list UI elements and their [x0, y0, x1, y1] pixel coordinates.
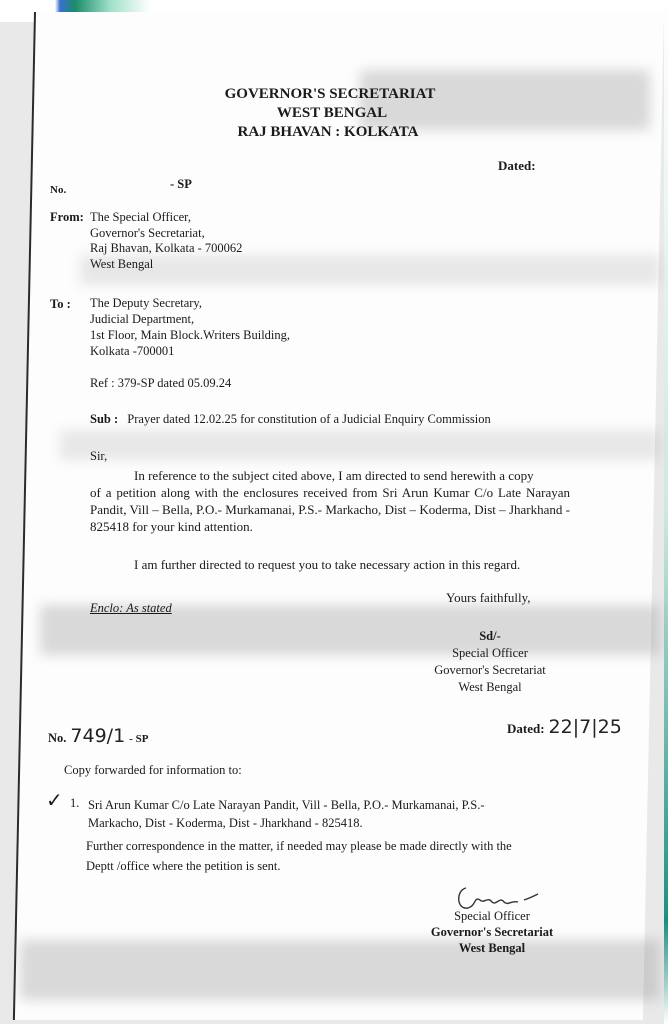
to-address	[90, 295, 290, 359]
fold-shadow	[60, 430, 660, 460]
number-suffix: - SP	[170, 177, 192, 191]
body-paragraph-2: I am further directed to request you to take necessary action in this regard.	[134, 557, 521, 572]
copy-number-label: No.	[48, 731, 67, 745]
copy-number	[48, 725, 148, 747]
signature-block	[410, 628, 570, 696]
signature-sd: Sd/-	[479, 629, 501, 643]
dated-label: Dated:	[498, 158, 536, 173]
to-line: 1st Floor, Main Block.Writers Building,	[90, 328, 291, 342]
to-label: To :	[50, 297, 71, 311]
background-edge	[664, 0, 668, 1024]
paragraph-lead: In reference to the subject cited above, I am directed to send herewith a copy	[134, 468, 534, 483]
copy-recipient	[88, 796, 485, 832]
copy-signature-title: Special Officer	[454, 909, 530, 923]
copy-note-line: Deptt /office where the petition is sent.	[86, 859, 281, 873]
copy-signature-office: Governor's Secretariat	[430, 925, 554, 939]
copy-signature-block	[412, 908, 572, 956]
subject-label: Sub :	[90, 412, 119, 426]
paragraph-rest: of a petition along with the enclosures received from Sri Arun Kumar C/o Late Narayan Pandit, Vill – Bella, P.O.- Murkamanai, P.S.- Markacho, Dist – Koderma, Dist – Jharkhand - 825418 for your kind attention.	[90, 485, 570, 534]
copy-item-number: 1.	[70, 796, 80, 810]
subject	[90, 412, 491, 427]
closing: Yours faithfully,	[446, 590, 531, 605]
reference: Ref : 379-SP dated 05.09.24	[90, 376, 232, 390]
subject-text: Prayer dated 12.02.25 for constitution of a Judicial Enquiry Commission	[127, 412, 491, 426]
copy-signature-state: West Bengal	[458, 941, 526, 955]
copy-note	[86, 836, 512, 876]
copy-number-suffix: - SP	[129, 733, 149, 745]
letterhead-line-3: RAJ BHAVAN : KOLKATA	[237, 124, 419, 140]
to-line: The Deputy Secretary,	[90, 296, 202, 310]
signature-office: Governor's Secretariat	[434, 663, 546, 677]
copy-recipient-line: Sri Arun Kumar C/o Late Narayan Pandit, Vill - Bella, P.O.- Murkamanai, P.S.-	[88, 798, 485, 812]
from-line: Governor's Secretariat,	[90, 225, 205, 240]
copy-date	[507, 716, 622, 738]
from-line: The Special Officer,	[90, 210, 191, 224]
copy-dated-handwritten: 22|7|25	[548, 716, 622, 738]
body-paragraph-1	[90, 467, 570, 535]
salutation: Sir,	[90, 449, 108, 463]
copy-recipient-line: Markacho, Dist - Koderma, Dist - Jharkhand - 825418.	[88, 816, 363, 830]
from-label: From:	[50, 210, 84, 224]
to-line: Judicial Department,	[90, 312, 195, 326]
copy-forwarded-label: Copy forwarded for information to:	[64, 763, 242, 777]
from-address	[90, 210, 242, 272]
signature-title: Special Officer	[452, 646, 528, 660]
checkmark-icon: ✓	[46, 788, 63, 812]
to-line: Kolkata -700001	[90, 344, 175, 358]
letterhead-line-2: WEST BENGAL	[276, 105, 388, 121]
copy-dated-label: Dated:	[507, 721, 545, 736]
from-line: West Bengal	[90, 256, 154, 271]
copy-note-line: Further correspondence in the matter, if needed may please be made directly with the	[86, 839, 512, 853]
number-label: No.	[50, 184, 67, 196]
enclosure-note: Enclo: As stated	[90, 601, 172, 615]
signature-state: West Bengal	[458, 680, 522, 694]
copy-number-handwritten: 749/1	[70, 725, 126, 747]
letterhead-line-1: GOVERNOR'S SECRETARIAT	[224, 86, 436, 102]
from-line: Raj Bhavan, Kolkata - 700062	[90, 241, 243, 255]
